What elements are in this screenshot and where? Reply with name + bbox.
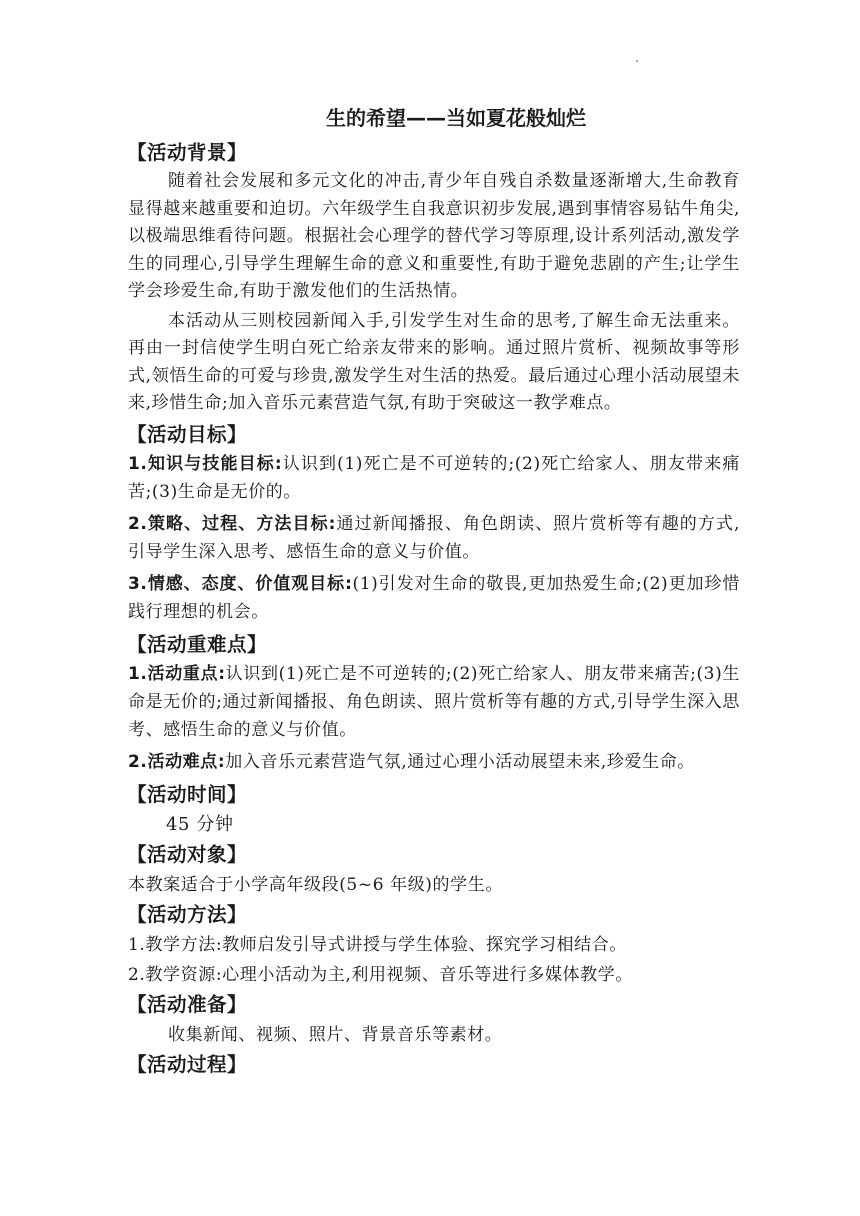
- key-point-label: 2.活动难点:: [128, 751, 226, 772]
- heading-audience: 【活动对象】: [127, 842, 248, 866]
- key-point-item: [128, 748, 740, 776]
- goal-item: [128, 570, 740, 626]
- time-value: 45 分钟: [166, 813, 234, 835]
- heading-methods: 【活动方法】: [127, 902, 248, 926]
- heading-key-points: 【活动重难点】: [127, 632, 268, 656]
- background-paragraph: 本活动从三则校园新闻入手,引发学生对生命的思考,了解生命无法重来。再由一封信使学生明白死亡给亲友带来的影响。通过照片赏析、视频故事等形式,领悟生命的可爱与珍贵,激发学生对生活的热爱。最后通过心理小活动展望未来,珍惜生命;加入音乐元素营造气氛,有助于突破这一教学难点。: [128, 310, 740, 413]
- goal-text: 通过新闻播报、角色朗读、照片赏析等有趣的方式,引导学生深入思考、感悟生命的意义与价值。: [128, 513, 740, 562]
- document-page: [128, 98, 740, 1080]
- goal-text: 认识到(1)死亡是不可逆转的;(2)死亡给家人、朋友带来痛苦;(3)生命是无价的。: [128, 453, 740, 502]
- heading-background: 【活动背景】: [127, 141, 248, 164]
- heading-time: 【活动时间】: [127, 782, 248, 806]
- key-point-label: 1.活动重点:: [128, 663, 226, 684]
- heading-preparation: 【活动准备】: [127, 992, 248, 1016]
- audience-text: 本教案适合于小学高年级段(5~6 年级)的学生。: [128, 874, 503, 895]
- goal-item: [128, 510, 740, 566]
- key-point-text: 加入音乐元素营造气氛,通过心理小活动展望未来,珍爱生命。: [225, 751, 695, 772]
- goal-label: 1.知识与技能目标:: [128, 453, 283, 474]
- goal-text: (1)引发对生命的敬畏,更加热爱生命;(2)更加珍惜践行理想的机会。: [128, 573, 740, 622]
- preparation-text: 收集新闻、视频、照片、背景音乐等素材。: [168, 1024, 503, 1045]
- heading-goals: 【活动目标】: [127, 422, 248, 446]
- goal-label: 3.情感、态度、价值观目标:: [128, 573, 353, 594]
- goal-label: 2.策略、过程、方法目标:: [128, 513, 337, 534]
- key-point-item: [128, 660, 740, 744]
- method-item: 1.教学方法:教师启发引导式讲授与学生体验、探究学习相结合。: [128, 934, 627, 955]
- background-paragraph: 随着社会发展和多元文化的冲击,青少年自残自杀数量逐渐增大,生命教育显得越来越重要和迫切。六年级学生自我意识初步发展,遇到事情容易钻牛角尖,以极端思维看待问题。根据社会心理学的替代学习等原理,设计系列活动,激发学生的同理心,引导学生理解生命的意义和重要性,有助于避免悲剧的产生;让学生学会珍爱生命,有助于激发他们的生活热情。: [128, 171, 740, 301]
- page-dot: [636, 60, 638, 62]
- goal-item: [128, 450, 740, 506]
- document-title: 生的希望——当如夏花般灿烂: [326, 106, 586, 130]
- key-point-text: 认识到(1)死亡是不可逆转的;(2)死亡给家人、朋友带来痛苦;(3)生命是无价的;通过新闻播报、角色朗读、照片赏析等有趣的方式,引导学生深入思考、感悟生命的意义与价值。: [128, 663, 740, 740]
- heading-process: 【活动过程】: [127, 1052, 248, 1076]
- method-item: 2.教学资源:心理小活动为主,利用视频、音乐等进行多媒体教学。: [128, 964, 633, 985]
